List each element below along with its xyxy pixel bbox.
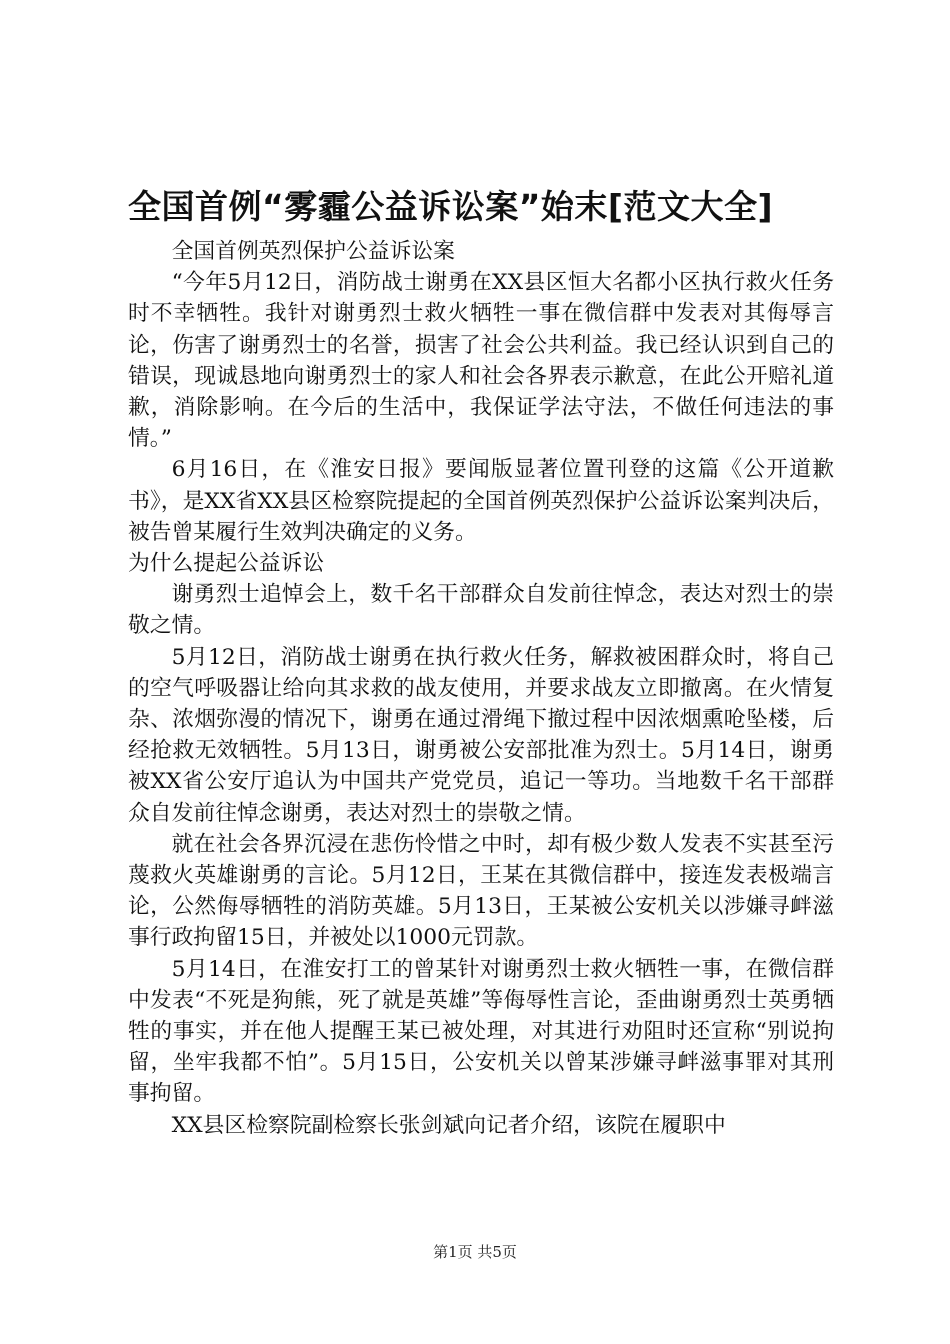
paragraph-apology-quote: “今年5月12日，消防战士谢勇在XX县区恒大名都小区执行救火任务时不幸牺牲。我针对谢勇烈士救火牺牲一事在微信群中发表对其侮辱言论，伤害了谢勇烈士的名誉，损害了社会公共利益。我已经认识到自己的错误，现诚恳地向谢勇烈士的家人和社会各界表示歉意，在此公开赔礼道歉，消除影响。在今后的生活中，我保证学法守法，不做任何违法的事情。” xyxy=(128,270,834,452)
section-heading: 为什么提起公益诉讼 xyxy=(128,551,325,577)
paragraph-slander: 就在社会各界沉浸在悲伤怜惜之中时，却有极少数人发表不实甚至污蔑救火英雄谢勇的言论。5月12日，王某在其微信群中，接连发表极端言论，公然侮辱牺牲的消防英雄。5月13日，王某被公安机关以涉嫌寻衅滋事行政拘留15日，并被处以1000元罚款。 xyxy=(128,831,834,951)
paragraph-publication: 6月16日，在《淮安日报》要闻版显著位置刊登的这篇《公开道歉书》，是XX省XX县区检察院提起的全国首例英烈保护公益诉讼案判决后，被告曾某履行生效判决确定的义务。 xyxy=(128,457,834,545)
paragraph-sacrifice: 5月12日，消防战士谢勇在执行救火任务，解救被困群众时，将自己的空气呼吸器让给向其求救的战友使用，并要求战友立即撤离。在火情复杂、浓烟弥漫的情况下，谢勇在通过滑绳下撤过程中因浓烟熏呛坠楼，后经抢救无效牺牲。5月13日，谢勇被公安部批准为烈士。5月14日，谢勇被XX省公安厅追认为中国共产党党员，追记一等功。当地数千名干部群众自发前往悼念谢勇，表达对烈士的崇敬之情。 xyxy=(128,644,834,826)
paragraph-memorial: 谢勇烈士追悼会上，数千名干部群众自发前往悼念，表达对烈士的崇敬之情。 xyxy=(128,582,834,639)
paragraph-prosecutor: XX县区检察院副检察长张剑斌向记者介绍，该院在履职中 xyxy=(171,1112,726,1138)
document-body xyxy=(128,236,834,1141)
document-title: 全国首例“雾霾公益诉讼案”始末[范文大全] xyxy=(128,187,774,226)
paragraph-defendant: 5月14日，在淮安打工的曾某针对谢勇烈士救火牺牲一事，在微信群中发表“不死是狗熊，死了就是英雄”等侮辱性言论，歪曲谢勇烈士英勇牺牲的事实，并在他人提醒王某已被处理，对其进行劝阻时还宣称“别说拘留，坐牢我都不怕”。5月15日，公安机关以曾某涉嫌寻衅滋事罪对其刑事拘留。 xyxy=(128,956,834,1107)
paragraph-subtitle: 全国首例英烈保护公益诉讼案 xyxy=(171,239,455,264)
page-footer: 第1页 共5页 xyxy=(433,1243,517,1261)
